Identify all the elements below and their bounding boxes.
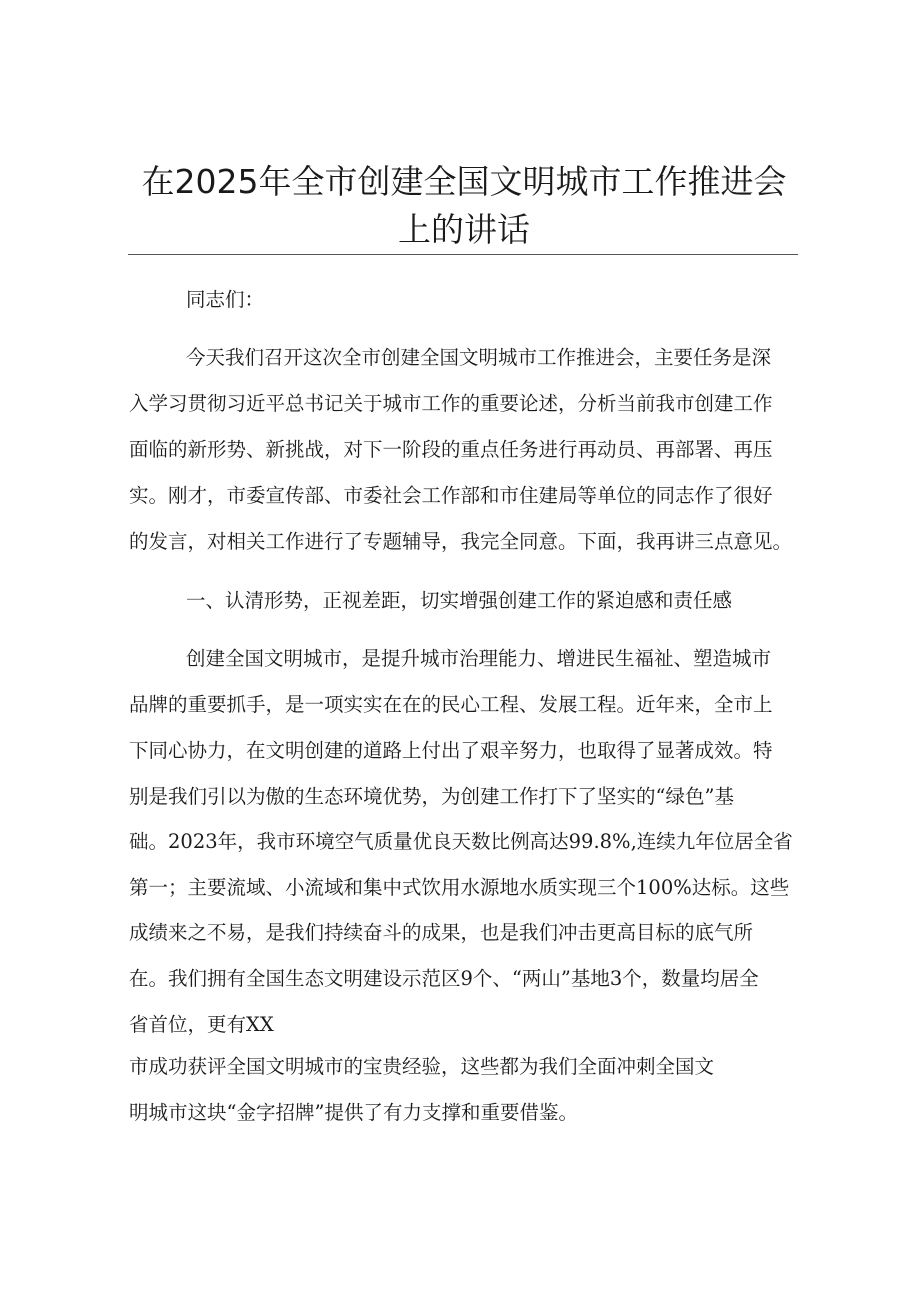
section-1-line-3: 下同心协力，在文明创建的道路上付出了艰辛努力，也取得了显著成效。特 <box>129 739 773 762</box>
section-1-line-9: 省首位，更有XX <box>129 1013 274 1036</box>
section-1-line-8: 在。我们拥有全国生态文明建设示范区9个、“两山”基地3个，数量均居全 <box>129 967 759 990</box>
section-1-line-1: 创建全国文明城市，是提升城市治理能力、增进民生福祉、塑造城市 <box>186 647 772 670</box>
title-line-2: 上的讲话 <box>398 210 530 249</box>
section-1-line-6: 第一；主要流域、小流域和集中式饮用水源地水质实现三个100%达标。这些 <box>129 876 790 899</box>
section-1-line-7: 成绩来之不易，是我们持续奋斗的成果，也是我们冲击更高目标的底气所 <box>129 921 754 944</box>
title-underline <box>128 254 798 255</box>
section-1-heading: 一、认清形势，正视差距，切实增强创建工作的紧迫感和责任感 <box>186 589 733 612</box>
section-1-line-4: 别是我们引以为傲的生态环境优势，为创建工作打下了坚实的“绿色”基 <box>129 785 734 808</box>
intro-line-1: 今天我们召开这次全市创建全国文明城市工作推进会，主要任务是深 <box>186 346 772 369</box>
intro-line-3: 面临的新形势、新挑战，对下一阶段的重点任务进行再动员、再部署、再压 <box>129 438 773 461</box>
intro-line-4: 实。刚才，市委宣传部、市委社会工作部和市住建局等单位的同志作了很好 <box>129 484 773 507</box>
intro-line-2: 入学习贯彻习近平总书记关于城市工作的重要论述，分析当前我市创建工作 <box>129 392 773 415</box>
title-line-1: 在2025年全市创建全国文明城市工作推进会 <box>141 162 787 201</box>
section-1-line-5: 础。2023年，我市环境空气质量优良天数比例高达99.8%,连续九年位居全省 <box>129 830 793 853</box>
intro-line-5: 的发言，对相关工作进行了专题辅导，我完全同意。下面，我再讲三点意见。 <box>129 530 793 553</box>
section-1-line-2: 品牌的重要抓手，是一项实实在在的民心工程、发展工程。近年来，全市上 <box>129 693 773 716</box>
section-1-line-10: 市成功获评全国文明城市的宝贵经验，这些都为我们全面冲刺全国文 <box>129 1055 715 1078</box>
salutation: 同志们： <box>186 288 265 311</box>
section-1-line-11: 明城市这块“金字招牌”提供了有力支撑和重要借鉴。 <box>129 1101 578 1124</box>
document-title <box>128 158 800 254</box>
